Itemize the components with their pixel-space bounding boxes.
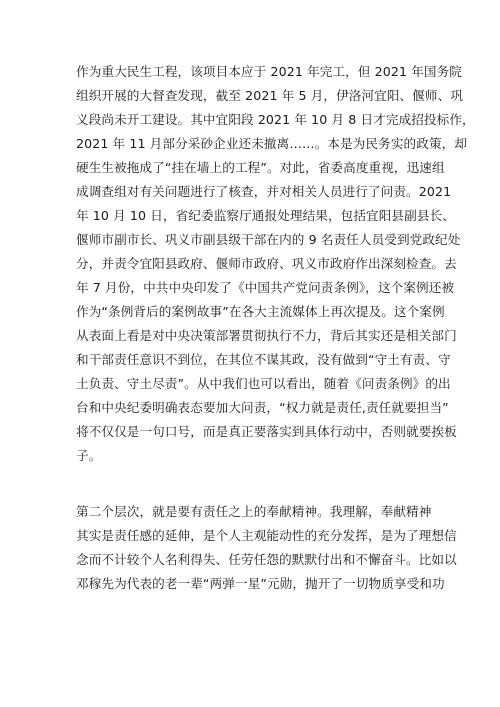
text-line: 硬生生被拖成了“挂在墙上的工程”。对此，省委高度重视，迅速组	[76, 160, 445, 175]
text-line: 偃师市副市长、巩义市副县级干部在内的 9 名责任人员受到党政纪处	[76, 232, 461, 247]
text-line: 义段尚未开工建设。其中宜阳段 2021 年 10 月 8 日才完成招投标作，	[76, 112, 475, 127]
text-line: 将不仅仅是一句口号，而是真正要落实到具体行动中，否则就要挨板	[76, 424, 457, 439]
text-line: 念而不计较个人名利得失、任劳任怨的默默付出和不懈奋斗。比如以	[76, 552, 457, 567]
text-line: 作为重大民生工程，该项目本应于 2021 年完工，但 2021 年国务院	[76, 64, 462, 79]
text-line: 和干部责任意识不到位，在其位不谋其政，没有做到“守土有责、守	[76, 352, 451, 367]
text-line: 台和中央纪委明确表态要加大问责，“权力就是责任,责任就要担当”	[76, 400, 449, 415]
text-line: 分，并责令宜阳县政府、偃师市政府、巩义市政府作出深刻检查。去	[76, 256, 457, 271]
text-line: 其实是责任感的延伸，是个人主观能动性的充分发挥，是为了理想信	[76, 528, 457, 543]
text-line: 子。	[76, 448, 102, 463]
text-line: 作为“条例背后的案例故事”在各大主流媒体上再次提及。这个案例	[76, 304, 445, 319]
text-line: 邓稼先为代表的老一辈“两弹一星”元勋，抛开了一切物质享受和功	[76, 576, 445, 591]
text-line: 第二个层次，就是要有责任之上的奉献精神。我理解，奉献精神	[76, 504, 432, 519]
text-line: 从表面上看是对中央决策部署贯彻执行不力，背后其实还是相关部门	[76, 328, 457, 343]
text-line: 成调查组对有关问题进行了核查，并对相关人员进行了问责。2021	[76, 184, 452, 199]
text-line: 年 7 月份，中共中央印发了《中国共产党问责条例》，这个案例还被	[76, 280, 455, 295]
text-line: 2021 年 11 月部分采砂企业还未撤离……。本是为民务实的政策，却	[76, 136, 468, 151]
text-line: 年 10 月 10 日，省纪委监察厅通报处理结果，包括宜阳县副县长、	[76, 208, 455, 223]
text-line: 土负责、守土尽责”。从中我们也可以看出，随着《问责条例》的出	[76, 376, 451, 391]
text-line: 组织开展的大督查发现，截至 2021 年 5 月，伊洛河宜阳、偃师、巩	[76, 88, 464, 103]
